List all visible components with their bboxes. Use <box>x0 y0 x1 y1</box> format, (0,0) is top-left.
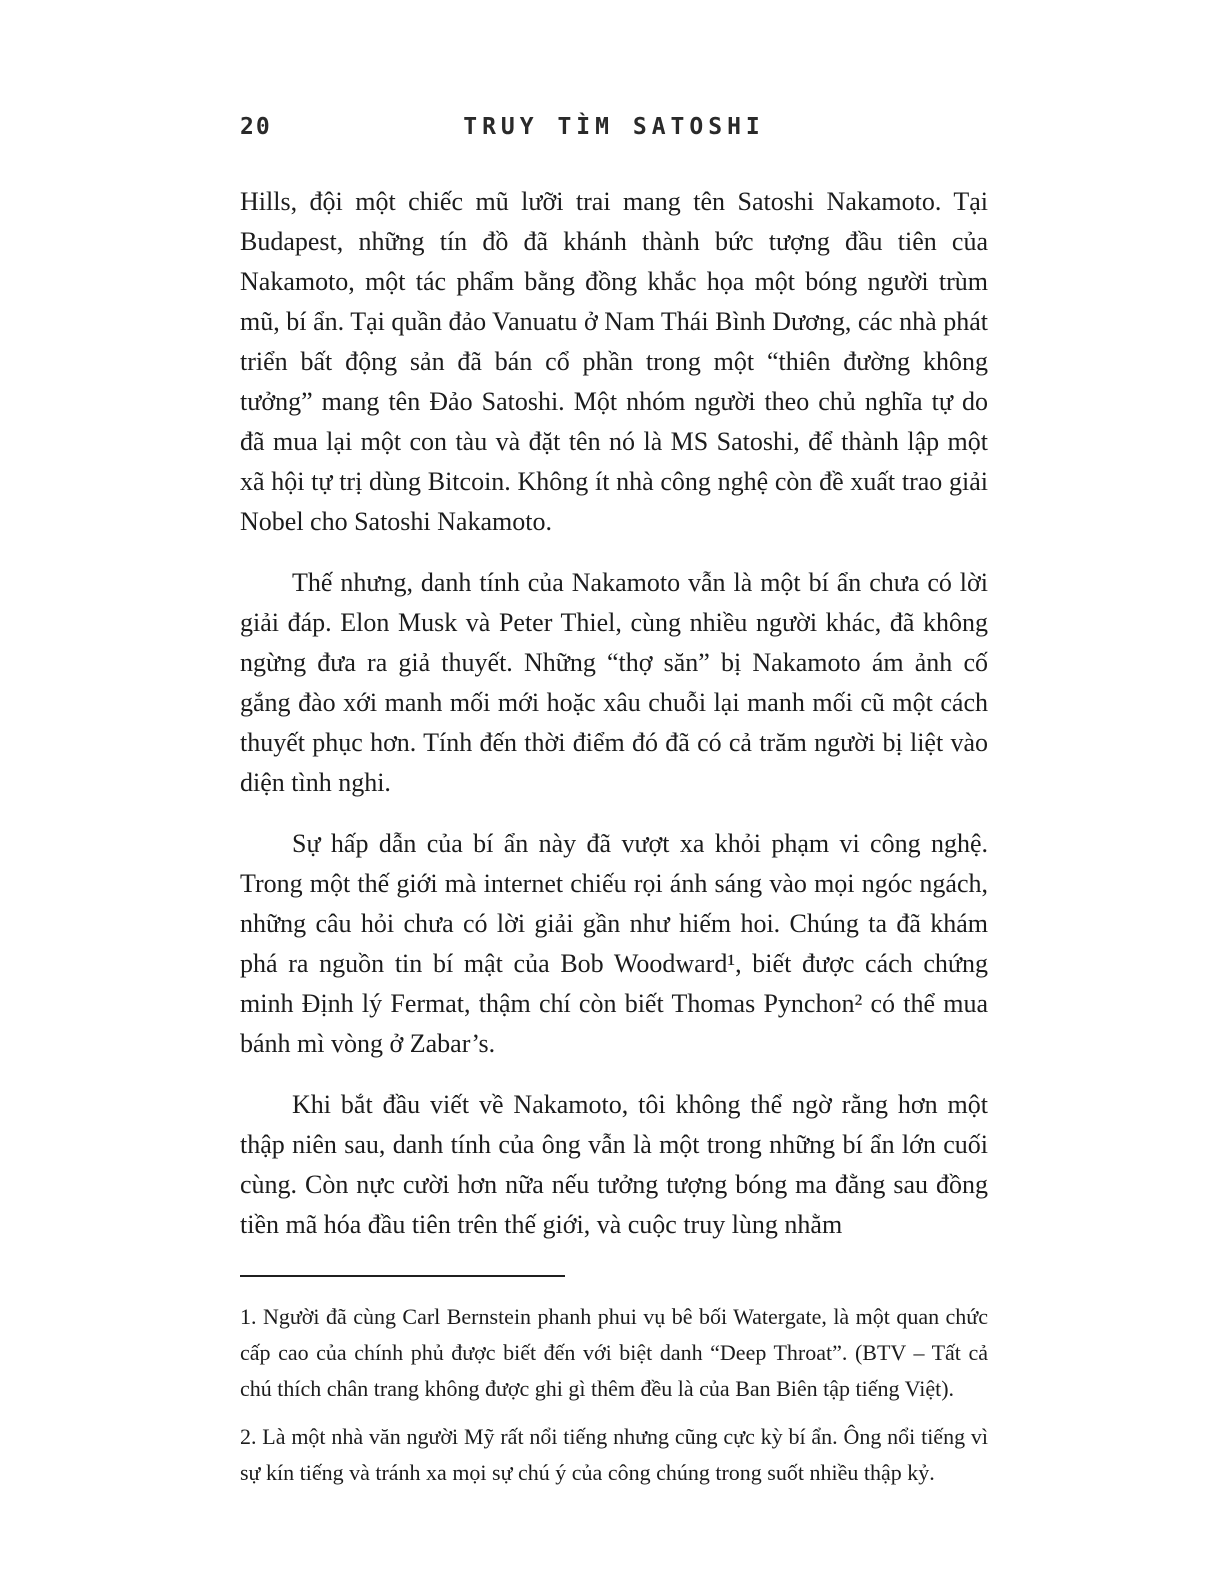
body-paragraph-1: Hills, đội một chiếc mũ lưỡi trai mang tên Satoshi Nakamoto. Tại Budapest, những tín đồ đã khánh thành bức tượng đầu tiên của Nakamoto, một tác phẩm bằng đồng khắc họa một bóng người trùm mũ, bí ẩn. Tại quần đảo Vanuatu ở Nam Thái Bình Dương, các nhà phát triển bất động sản đã bán cổ phần trong một “thiên đường không tưởng” mang tên Đảo Satoshi. Một nhóm người theo chủ nghĩa tự do đã mua lại một con tàu và đặt tên nó là MS Satoshi, để thành lập một xã hội tự trị dùng Bitcoin. Không ít nhà công nghệ còn đề xuất trao giải Nobel cho Satoshi Nakamoto. <box>240 187 988 536</box>
footnote-2: 2. Là một nhà văn người Mỹ rất nổi tiếng nhưng cũng cực kỳ bí ẩn. Ông nổi tiếng vì sự kín tiếng và tránh xa mọi sự chú ý của công chúng trong suốt nhiều thập kỷ. <box>240 1424 988 1485</box>
body-paragraph-4: Khi bắt đầu viết về Nakamoto, tôi không thể ngờ rằng hơn một thập niên sau, danh tính của ông vẫn là một trong những bí ẩn lớn cuối cùng. Còn nực cười hơn nữa nếu tưởng tượng bóng ma đằng sau đồng tiền mã hóa đầu tiên trên thế giới, và cuộc truy lùng nhằm <box>240 1090 988 1239</box>
footnote-1: 1. Người đã cùng Carl Bernstein phanh phui vụ bê bối Watergate, là một quan chức cấp cao của chính phủ được biết đến với biệt danh “Deep Throat”. (BTV – Tất cả chú thích chân trang không được ghi gì thêm đều là của Ban Biên tập tiếng Việt). <box>240 1304 988 1401</box>
body-paragraph-3: Sự hấp dẫn của bí ẩn này đã vượt xa khỏi phạm vi công nghệ. Trong một thế giới mà internet chiếu rọi ánh sáng vào mọi ngóc ngách, những câu hỏi chưa có lời giải gần như hiếm hoi. Chúng ta đã khám phá ra nguồn tin bí mật của Bob Woodward¹, biết được cách chứng minh Định lý Fermat, thậm chí còn biết Thomas Pynchon² có thể mua bánh mì vòng ở Zabar’s. <box>240 829 988 1058</box>
page-content <box>240 112 988 1503</box>
body-paragraph-2: Thế nhưng, danh tính của Nakamoto vẫn là một bí ẩn chưa có lời giải đáp. Elon Musk và Peter Thiel, cùng nhiều người khác, đã không ngừng đưa ra giả thuyết. Những “thợ săn” bị Nakamoto ám ảnh cố gắng đào xới manh mối mới hoặc xâu chuỗi lại manh mối cũ một cách thuyết phục hơn. Tính đến thời điểm đó đã có cả trăm người bị liệt vào diện tình nghi. <box>240 568 988 797</box>
page-header <box>240 112 988 142</box>
running-title: TRUY TÌM SATOSHI <box>463 114 765 140</box>
footnote-divider <box>240 1275 565 1277</box>
body-text <box>240 182 988 1245</box>
footnotes-section <box>240 1299 988 1491</box>
page-number: 20 <box>240 114 272 140</box>
